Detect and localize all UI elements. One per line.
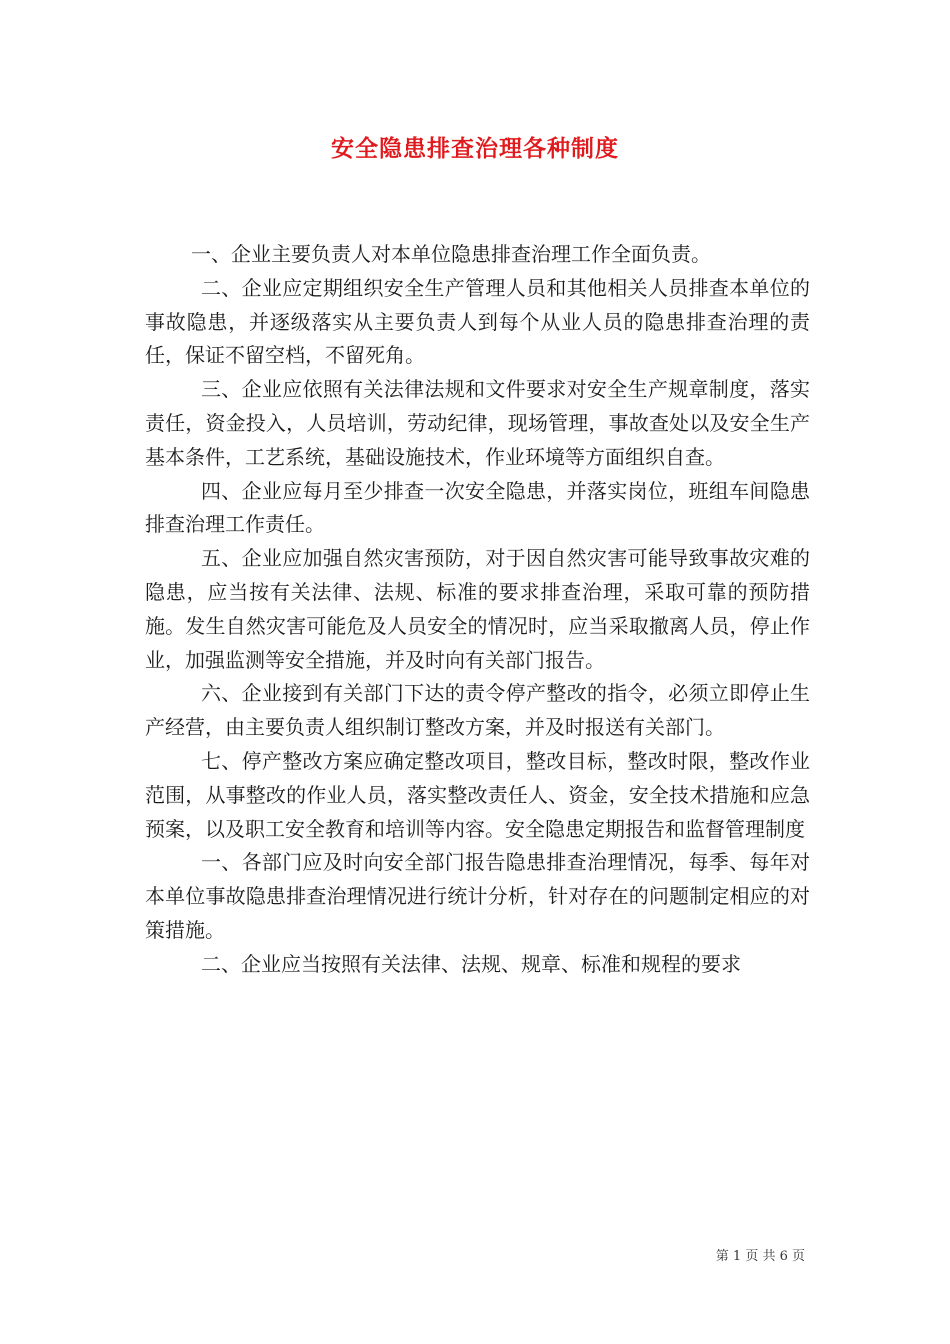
paragraph-8: 一、各部门应及时向安全部门报告隐患排查治理情况，每季、每年对本单位事故隐患排查治理情况进行统计分析，针对存在的问题制定相应的对策措施。 xyxy=(145,850,810,942)
paragraph-5: 五、企业应加强自然灾害预防，对于因自然灾害可能导致事故灾难的隐患，应当按有关法律、法规、标准的要求排查治理，采取可靠的预防措施。发生自然灾害可能危及人员安全的情况时，应当采取撤离人员，停止作业，加强监测等安全措施，并及时向有关部门报告。 xyxy=(145,546,810,672)
paragraph-2: 二、企业应定期组织安全生产管理人员和其他相关人员排查本单位的事故隐患，并逐级落实从主要负责人到每个从业人员的隐患排查治理的责任，保证不留空档，不留死角。 xyxy=(145,275,810,368)
paragraph-6: 六、企业接到有关部门下达的责令停产整改的指令，必须立即停止生产经营，由主要负责人组织制订整改方案，并及时报送有关部门。 xyxy=(145,681,810,740)
paragraph-7: 七、停产整改方案应确定整改项目，整改目标，整改时限，整改作业范围，从事整改的作业人员，落实整改责任人、资金，安全技术措施和应急预案，以及职工安全教育和培训等内容。安全隐患定期报告和监督管理制度 xyxy=(145,748,810,841)
paragraph-9: 二、企业应当按照有关法律、法规、规章、标准和规程的要求 xyxy=(201,951,741,976)
paragraph-1: 一、企业主要负责人对本单位隐患排查治理工作全面负责。 xyxy=(191,242,711,266)
paragraph-3: 三、企业应依照有关法律法规和文件要求对安全生产规章制度，落实责任，资金投入，人员培训，劳动纪律，现场管理，事故查处以及安全生产基本条件，工艺系统，基础设施技术，作业环境等方面组织自查。 xyxy=(145,377,810,469)
document-body xyxy=(145,238,810,982)
document-title: 安全隐患排查治理各种制度 xyxy=(331,135,619,162)
paragraph-4: 四、企业应每月至少排查一次安全隐患，并落实岗位，班组车间隐患排查治理工作责任。 xyxy=(145,478,810,537)
page-indicator: 第 1 页 共 6 页 xyxy=(715,1249,805,1264)
